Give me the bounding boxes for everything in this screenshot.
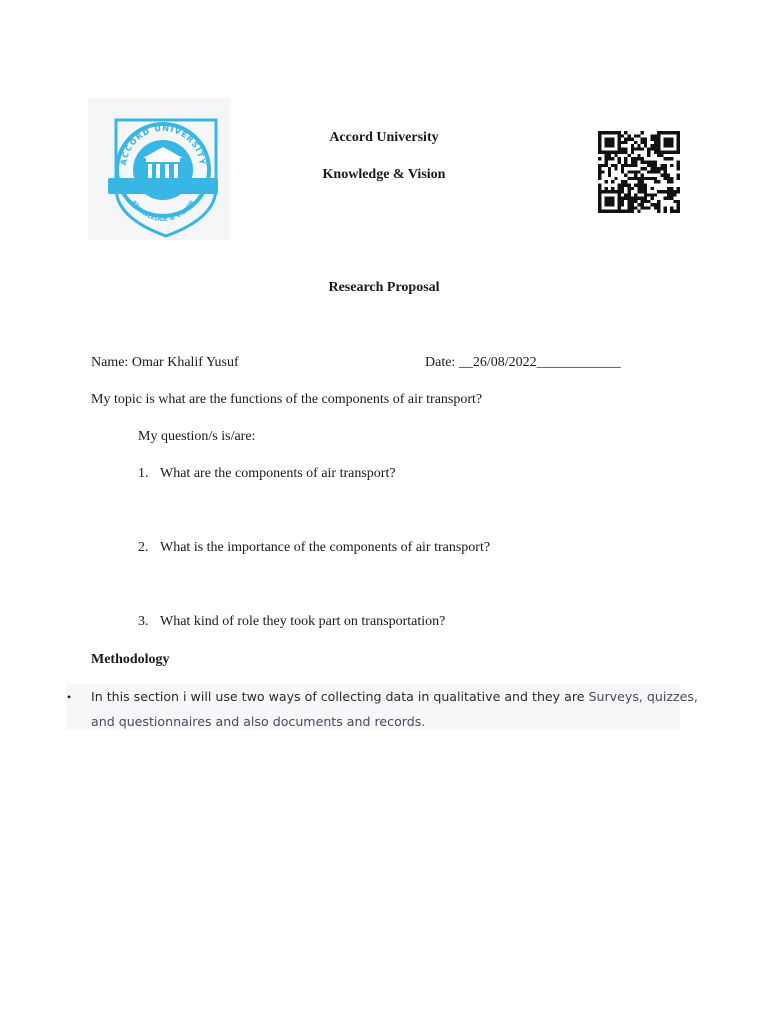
name-label: Name:: [91, 355, 129, 370]
topic-text: My topic is what are the functions of the components of air transport?: [91, 392, 483, 407]
question-text: What is the importance of the components of air transport?: [160, 540, 491, 555]
university-logo: [88, 98, 230, 240]
svg-text:KNOWLEDGE & VISION: [130, 199, 196, 223]
qr-code-icon: [598, 130, 680, 214]
bullet-icon: •: [67, 690, 72, 704]
question-number: 2.: [138, 540, 149, 555]
document-title: Research Proposal: [328, 280, 440, 295]
university-name: Accord University: [329, 130, 439, 145]
question-number: 1.: [138, 466, 149, 481]
date-field: [425, 355, 621, 371]
question-text: What are the components of air transport?: [160, 466, 396, 481]
methodology-line-2: and questionnaires and also documents and records.: [91, 714, 426, 729]
question-number: 3.: [138, 614, 149, 629]
list-item: [138, 466, 396, 482]
date-prefix: __: [458, 355, 473, 370]
methodology-text-b: Surveys, quizzes,: [588, 689, 698, 704]
name-value: Omar Khalif Yusuf: [131, 355, 239, 370]
methodology-text-a: In this section i will use two ways of collecting data in qualitative and they are: [91, 689, 589, 704]
question-text: What kind of role they took part on transportation?: [160, 614, 446, 629]
logo-top-text: ACCORD UNIVERSITY: [118, 123, 208, 166]
name-field: [91, 355, 239, 371]
methodology-line-1: [91, 689, 698, 704]
list-item: [138, 614, 445, 630]
logo-emblem-icon: [88, 98, 230, 240]
date-label: Date:: [425, 355, 456, 370]
logo-bottom-text: KNOWLEDGE & VISION: [130, 199, 196, 224]
date-value: 26/08/2022: [472, 355, 537, 370]
list-item: [138, 540, 490, 556]
questions-label: My question/s is/are:: [138, 429, 256, 444]
methodology-heading: Methodology: [91, 652, 170, 667]
date-suffix: ____________: [536, 355, 621, 370]
university-motto: Knowledge & Vision: [322, 167, 446, 182]
